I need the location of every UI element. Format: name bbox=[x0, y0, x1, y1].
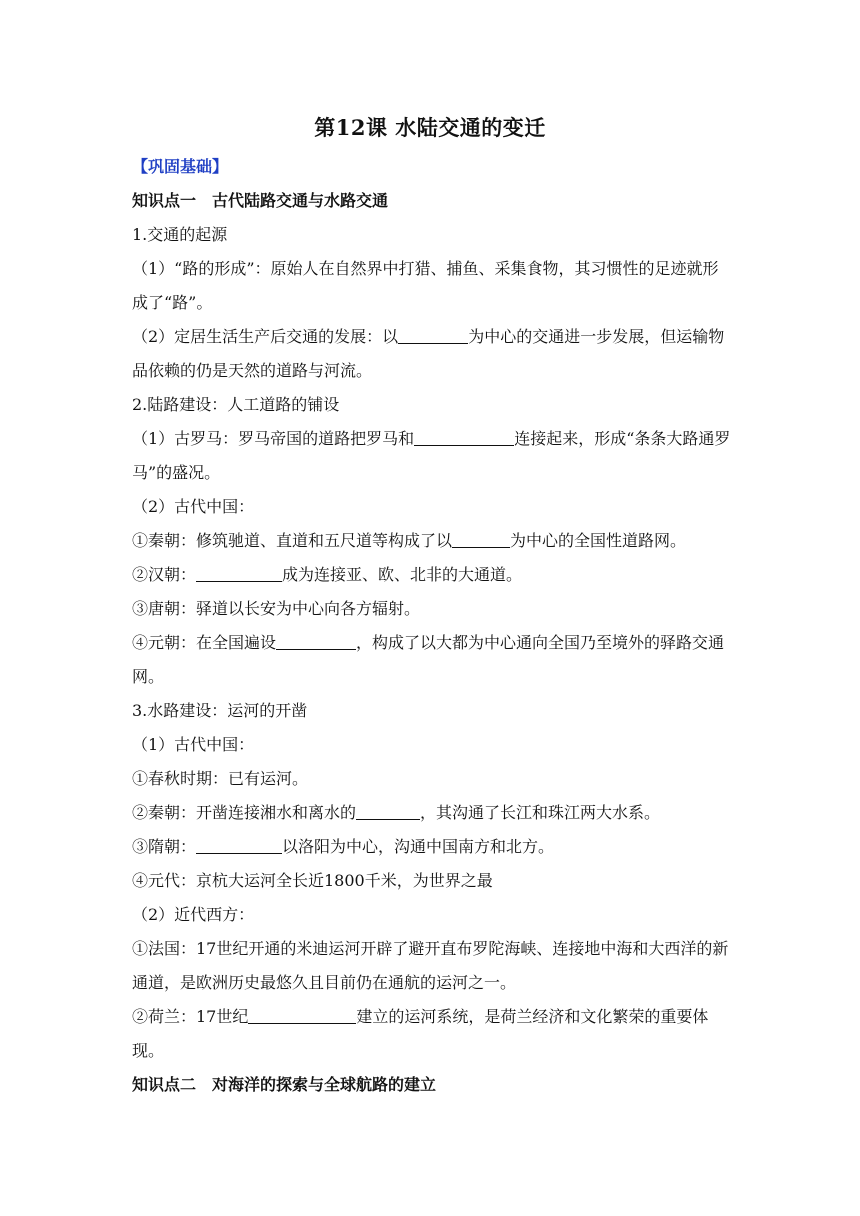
fill-blank[interactable] bbox=[248, 1005, 356, 1024]
line-sui: ③隋朝： 以洛阳为中心，沟通中国南方和北方。 bbox=[132, 837, 555, 856]
line-france: ①法国：17世纪开通的米迪运河开辟了避开直布罗陀海峡、连接地中海和大西洋的新通道，是欧洲历史最悠久且目前仍在通航的运河之一。 bbox=[132, 939, 729, 992]
document-body bbox=[132, 150, 732, 1102]
line-tang: ③唐朝：驿道以长安为中心向各方辐射。 bbox=[132, 599, 421, 618]
line-ancient-china: （2）古代中国： bbox=[132, 497, 255, 516]
line-qin: ①秦朝：修筑驰道、直道和五尺道等构成了以 为中心的全国性道路网。 bbox=[132, 531, 687, 550]
fill-blank[interactable] bbox=[452, 529, 510, 548]
line-spring-autumn: ①春秋时期：已有运河。 bbox=[132, 769, 309, 788]
line-modern-west: （2）近代西方： bbox=[132, 905, 255, 924]
line-settled-life: （2）定居生活生产后交通的发展：以 为中心的交通进一步发展，但运输物品依赖的仍是天然的道路与河流。 bbox=[132, 327, 725, 380]
line-han: ②汉朝： 成为连接亚、欧、北非的大通道。 bbox=[132, 565, 523, 584]
line-yuan-canal: ④元代：京杭大运河全长近1800千米，为世界之最 bbox=[132, 871, 493, 890]
fill-blank[interactable] bbox=[196, 835, 282, 854]
line-land-construction: 2.陆路建设：人工道路的铺设 bbox=[132, 395, 340, 414]
line-origin: 1.交通的起源 bbox=[132, 225, 228, 244]
page-title: 第12课 水陆交通的变迁 bbox=[314, 115, 546, 140]
fill-blank[interactable] bbox=[398, 325, 468, 344]
fill-blank[interactable] bbox=[276, 631, 356, 650]
fill-blank[interactable] bbox=[414, 427, 514, 446]
line-ancient-china-water: （1）古代中国： bbox=[132, 735, 255, 754]
section-heading: 【巩固基础】 bbox=[132, 157, 229, 176]
knowledge-point-1-heading: 知识点一 古代陆路交通与水路交通 bbox=[132, 191, 389, 210]
fill-blank[interactable] bbox=[356, 801, 420, 820]
line-yuan: ④元朝：在全国遍设 ，构成了以大都为中心通向全国乃至境外的驿路交通网。 bbox=[132, 633, 725, 686]
line-road-formation: （1）“路的形成”：原始人在自然界中打猎、捕鱼、采集食物，其习惯性的足迹就形成了“路”。 bbox=[132, 259, 719, 312]
knowledge-point-2-heading: 知识点二 对海洋的探索与全球航路的建立 bbox=[132, 1075, 437, 1094]
line-water-construction: 3.水路建设：运河的开凿 bbox=[132, 701, 308, 720]
line-rome: （1）古罗马：罗马帝国的道路把罗马和 连接起来，形成“条条大路通罗马”的盛况。 bbox=[132, 429, 731, 482]
line-qin-canal: ②秦朝：开凿连接湘水和离水的 ，其沟通了长江和珠江两大水系。 bbox=[132, 803, 661, 822]
line-netherlands: ②荷兰：17世纪 建立的运河系统，是荷兰经济和文化繁荣的重要体现。 bbox=[132, 1007, 709, 1060]
fill-blank[interactable] bbox=[196, 563, 282, 582]
